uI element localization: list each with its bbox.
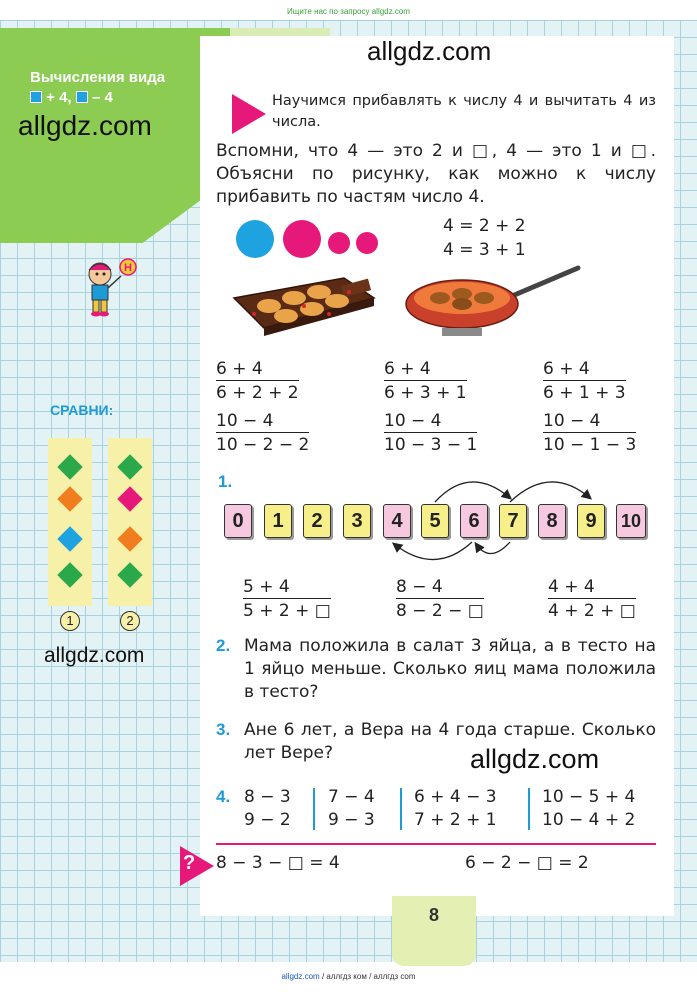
compare-label-2: 2 [120,611,140,631]
header-note: Ищите нас по запросу allgdz.com [287,7,410,16]
mascot-badge-letter: Н [124,262,132,274]
number-card-10: 10 [616,504,646,538]
exercise4-column-4: 10 − 5 + 4 10 − 4 + 2 [542,787,636,830]
blank-square-icon [30,91,42,103]
equation-line: 4 = 2 + 2 [443,216,526,236]
compare-label-1: 1 [60,611,80,631]
number-card-1: 1 [264,504,292,538]
fraction-expression: $\frac{10 - 4}{10 - 3 - 1}$ [384,411,478,455]
number-card-3: 3 [343,504,371,538]
section-title-line1: Вычисления вида [30,69,166,86]
divider-line [216,843,656,845]
exercise4-column-3: 6 + 4 − 3 7 + 2 + 1 [414,787,497,830]
pink-dot-small-icon [328,232,350,254]
fraction-expression: $\frac{5 + 4}{5 + 2 + □}$ [243,577,331,621]
column-separator [400,788,402,830]
fraction-expression: $\frac{6 + 4}{6 + 1 + 3}$ [543,359,626,403]
number-card-5: 5 [421,504,449,538]
number-card-8: 8 [538,504,566,538]
challenge-equation-2: 6 − 2 − □ = 2 [465,853,589,873]
watermark-mid-left: allgdz.com [44,644,145,667]
diamond-green-icon [57,562,82,587]
diamond-pink-icon [117,486,142,511]
number-card-9: 9 [577,504,605,538]
diamond-orange-icon [57,486,82,511]
watermark-right: allgdz.com [470,744,600,774]
diamond-green-icon [117,454,142,479]
exercise4-column-2: 7 − 4 9 − 3 [328,787,375,830]
triangle-marker-icon [232,94,266,134]
compare-title: СРАВНИ: [50,402,114,418]
compare-strip-1 [48,438,92,606]
fraction-expression: $\frac{4 + 4}{4 + 2 + □}$ [548,577,636,621]
column-separator [528,788,530,830]
fraction-expression: $\frac{10 - 4}{10 - 1 - 3}$ [543,411,637,455]
compare-strip-2 [108,438,152,606]
remember-text: Вспомни, что 4 — это 2 и □, 4 — это 1 и □. Объясни по рисунку, как можно к числу прибавить по частям число 4. [216,141,656,207]
pink-dot-small-icon [356,232,378,254]
diamond-orange-icon [117,526,142,551]
fraction-expression: $\frac{8 - 4}{8 - 2 - □}$ [396,577,484,621]
blank-square-icon [76,91,88,103]
fraction-expression: $\frac{6 + 4}{6 + 2 + 2}$ [216,359,299,403]
number-card-7: 7 [499,504,527,538]
intro-text: Научимся прибавлять к числу 4 и вычитать 4 из числа. [272,93,656,130]
number-line-arrows [380,468,610,568]
pink-dot-icon [283,220,321,258]
fraction-expression: $\frac{6 + 4}{6 + 3 + 1}$ [384,359,467,403]
exercise2-text: Мама положила в салат 3 яйца, а в тесто на 1 яйцо меньше. Сколько яиц мама положила в тесто? [244,636,656,702]
baking-tray-with-pies-icon [224,268,384,340]
pencil-boy-mascot-icon [78,256,138,318]
watermark-left: allgdz.com [18,110,152,141]
frying-pan-with-pies-icon [402,262,582,342]
diamond-green-icon [117,562,142,587]
column-separator [313,788,315,830]
blue-dot-icon [236,220,274,258]
exercise4-column-1: 8 − 3 9 − 2 [244,787,291,830]
section-title-line2: + 4, – 4 [30,88,210,108]
challenge-equation-1: 8 − 3 − □ = 4 [216,853,340,873]
equation-line: 4 = 3 + 1 [443,240,526,260]
exercise-number: 4. [216,787,231,806]
exercise-number: 3. [216,720,231,739]
exercise-number: 1. [218,472,233,491]
exercise-number: 2. [216,636,231,655]
number-card-0: 0 [224,504,252,538]
question-mark-icon: ? [183,852,196,874]
diamond-blue-icon [57,526,82,551]
number-card-4: 4 [383,504,411,538]
number-card-2: 2 [303,504,331,538]
section-title [30,68,210,108]
footer-note: allgdz.com / аллгдз ком / аллгдз com [281,972,416,981]
page-number: 8 [428,905,439,925]
diamond-green-icon [57,454,82,479]
footer-link[interactable]: allgdz.com [281,972,320,981]
number-card-6: 6 [460,504,488,538]
watermark-top: allgdz.com [367,36,492,66]
exercise3-text: Ане 6 лет, а Вера на 4 года старше. Сколько лет Вере? [244,720,656,763]
fraction-expression: $\frac{10 - 4}{10 - 2 - 2}$ [216,411,310,455]
